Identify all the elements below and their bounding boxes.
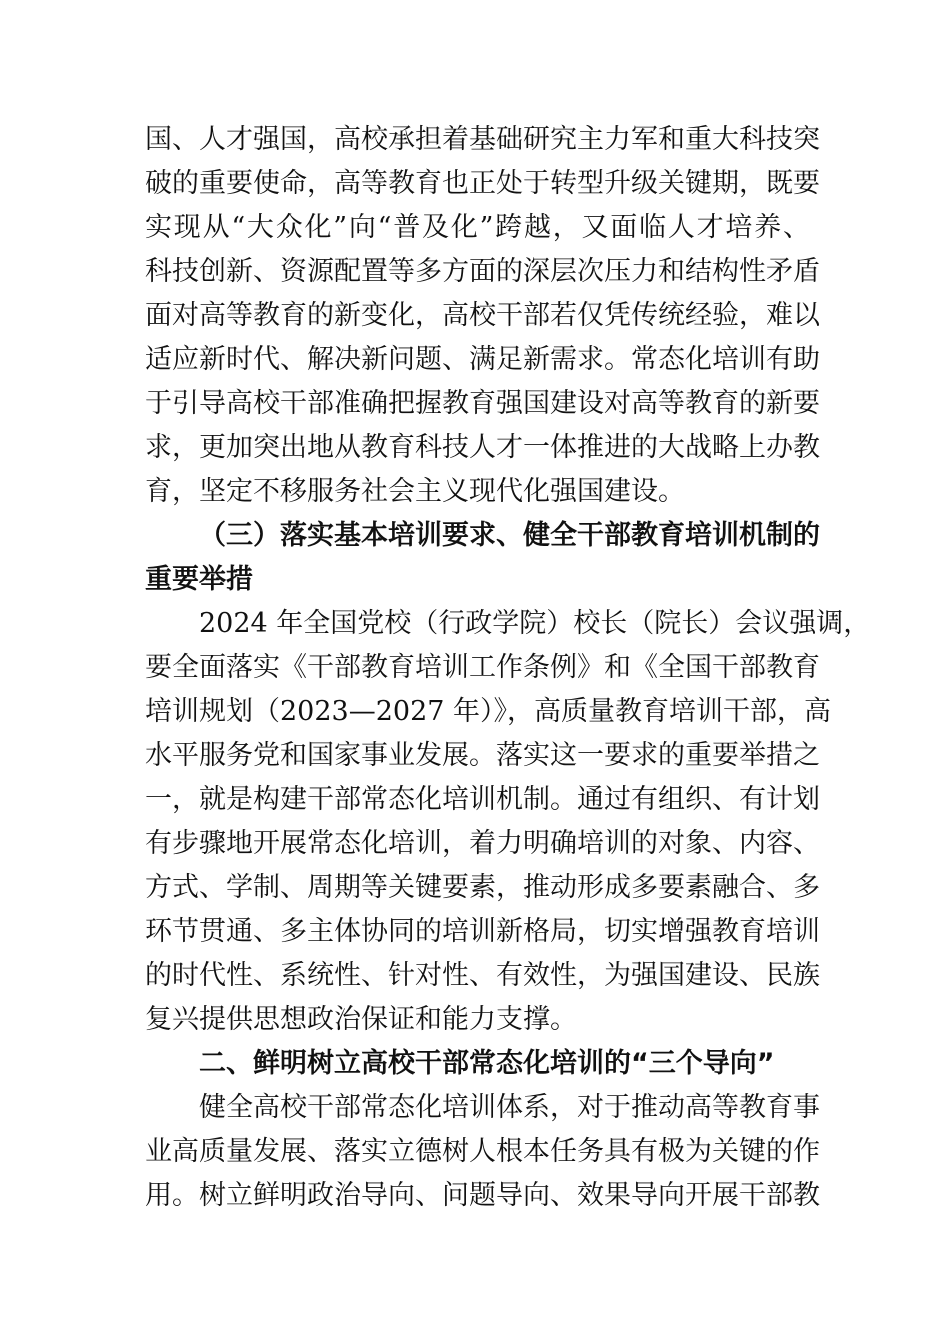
- section-heading-2: 二、鲜明树立高校干部常态化培训的“三个导向”: [199, 1048, 775, 1079]
- paragraph-2-line-10: 复兴提供思想政治保证和能力支撑。: [145, 1004, 577, 1035]
- paragraph-2-line-6: 有步骤地开展常态化培训，着力明确培训的对象、内容、: [145, 828, 820, 859]
- paragraph-2-line-8: 环节贯通、多主体协同的培训新格局，切实增强教育培训: [145, 916, 820, 947]
- subheading-3-line-2: 重要举措: [145, 564, 253, 595]
- paragraph-1-line-3: 实现从“大众化”向“普及化”跨越，又面临人才培养、: [145, 212, 810, 243]
- paragraph-1-line-8: 求，更加突出地从教育科技人才一体推进的大战略上办教: [145, 432, 820, 463]
- paragraph-2-line-3: 培训规划（2023—2027 年）》，高质量教育培训干部，高: [145, 696, 832, 727]
- paragraph-1-line-1: 国、人才强国，高校承担着基础研究主力军和重大科技突: [145, 124, 820, 155]
- paragraph-1-line-2: 破的重要使命，高等教育也正处于转型升级关键期，既要: [145, 168, 820, 199]
- paragraph-1-line-7: 于引导高校干部准确把握教育强国建设对高等教育的新要: [145, 388, 820, 419]
- paragraph-2-line-1: 2024 年全国党校（行政学院）校长（院长）会议强调，: [199, 608, 871, 639]
- paragraph-1-line-4: 科技创新、资源配置等多方面的深层次压力和结构性矛盾: [145, 256, 820, 287]
- paragraph-2-line-2: 要全面落实《干部教育培训工作条例》和《全国干部教育: [145, 652, 820, 683]
- subheading-3-line-1: （三）落实基本培训要求、健全干部教育培训机制的: [199, 520, 820, 551]
- paragraph-2-line-9: 的时代性、系统性、针对性、有效性，为强国建设、民族: [145, 960, 820, 991]
- paragraph-1-line-9: 育，坚定不移服务社会主义现代化强国建设。: [145, 476, 685, 507]
- paragraph-2-line-7: 方式、学制、周期等关键要素，推动形成多要素融合、多: [145, 872, 820, 903]
- paragraph-3-line-3: 用。树立鲜明政治导向、问题导向、效果导向开展干部教: [145, 1180, 820, 1211]
- paragraph-3-line-1: 健全高校干部常态化培训体系，对于推动高等教育事: [199, 1092, 820, 1123]
- paragraph-1-line-6: 适应新时代、解决新问题、满足新需求。常态化培训有助: [145, 344, 820, 375]
- paragraph-3-line-2: 业高质量发展、落实立德树人根本任务具有极为关键的作: [145, 1136, 820, 1167]
- paragraph-2-line-4: 水平服务党和国家事业发展。落实这一要求的重要举措之: [145, 740, 820, 771]
- paragraph-2-line-5: 一，就是构建干部常态化培训机制。通过有组织、有计划: [145, 784, 820, 815]
- paragraph-1-line-5: 面对高等教育的新变化，高校干部若仅凭传统经验，难以: [145, 300, 820, 331]
